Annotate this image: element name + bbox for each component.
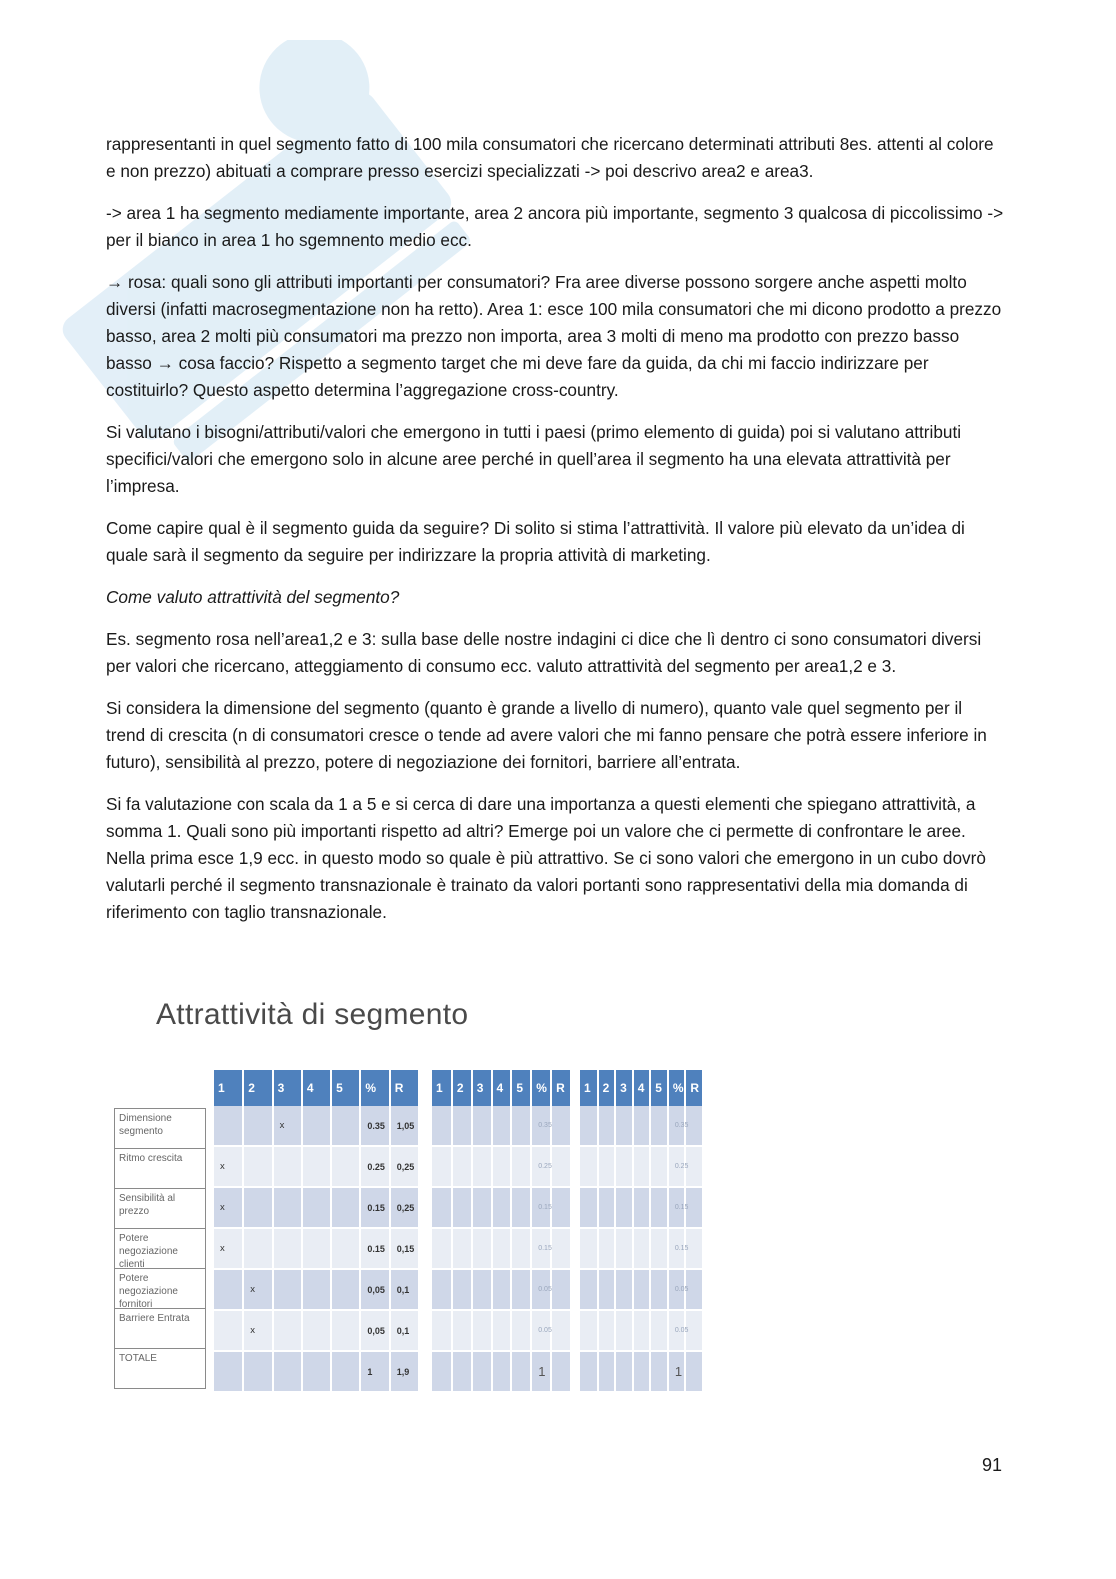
table-cell [302, 1187, 331, 1228]
table-cell [472, 1269, 492, 1310]
table-cell: 0,1 [390, 1269, 419, 1310]
table-cell [580, 1146, 598, 1187]
table-cell [580, 1269, 598, 1310]
table-cell: x [214, 1146, 243, 1187]
table-cell [492, 1310, 512, 1351]
table-cell: 0.35 [531, 1106, 551, 1146]
column-header: 3 [273, 1070, 302, 1106]
table-cell [615, 1106, 633, 1146]
table-cell [580, 1310, 598, 1351]
table-cell [492, 1351, 512, 1392]
table-row [580, 1269, 703, 1310]
table-cell [432, 1106, 452, 1146]
table-cell [633, 1310, 651, 1351]
table-cell [432, 1351, 452, 1392]
table-cell [633, 1269, 651, 1310]
table-cell [685, 1351, 703, 1392]
table-cell: 0.25 [531, 1146, 551, 1187]
attractiveness-figure [106, 990, 726, 1410]
table-cell [331, 1146, 360, 1187]
table-cell [302, 1106, 331, 1146]
paragraph: → rosa: quali sono gli attributi importanti per consumatori? Fra aree diverse possono sorgere anche aspetti molto diversi (infatti macrosegmentazione non ha retto). Area 1: esce 100 mila consumatori che mi dicono prodotto a prezzo basso, area 2 molti più consumatori ma prezzo non importa, area 3 molti di meno ma prodotto con prezzo basso basso → cosa faccio? Rispetto a segmento target che mi deve fare da guida, da chi mi faccio indirizzare per costituirlo? Questo aspetto determina l’aggregazione cross-country. [106, 272, 1002, 400]
column-header: % [531, 1070, 551, 1106]
table-cell [472, 1351, 492, 1392]
table-cell [214, 1351, 243, 1392]
table-cell: 1 [360, 1351, 389, 1392]
table-row [432, 1269, 571, 1310]
table-cell [633, 1351, 651, 1392]
table-cell: 0.15 [668, 1228, 686, 1269]
column-header: 2 [243, 1070, 272, 1106]
table-cell: 1,9 [390, 1351, 419, 1392]
table-cell [511, 1310, 531, 1351]
table-cell [551, 1269, 571, 1310]
table-cell: 0.05 [668, 1269, 686, 1310]
table-cell: 1,05 [390, 1106, 419, 1146]
table-cell [452, 1351, 472, 1392]
table-cell [243, 1106, 272, 1146]
table-cell [598, 1228, 616, 1269]
table-cell: 0.35 [668, 1106, 686, 1146]
area-3-table [580, 1070, 704, 1393]
row-label: Sensibilità al prezzo [115, 1189, 205, 1229]
table-cell [492, 1106, 512, 1146]
table-row [432, 1146, 571, 1187]
table-cell: 0.15 [360, 1187, 389, 1228]
table-cell [492, 1269, 512, 1310]
row-label: TOTALE [115, 1349, 205, 1389]
table-cell [598, 1106, 616, 1146]
table-row [214, 1310, 419, 1351]
table-cell [273, 1187, 302, 1228]
table-cell [615, 1228, 633, 1269]
table-cell [650, 1310, 668, 1351]
table-cell [452, 1146, 472, 1187]
table-cell [580, 1351, 598, 1392]
row-label: Potere negoziazione fornitori [115, 1269, 205, 1309]
table-cell [633, 1187, 651, 1228]
paragraph: Si fa valutazione con scala da 1 a 5 e si cerca di dare una importanza a questi elementi che spiegano attrattività, a somma 1. Quali sono più importanti rispetto ad altri? Emerge poi un valore che ci permette di confrontare le aree. Nella prima esce 1,9 ecc. in questo modo so quale è più attrattivo. Se ci sono valori che emergono in un cubo dovrò valutarli perché il segmento transnazionale è trainato da valori portanti sono rappresentativi della mia domanda di riferimento con taglio transnazionale. [106, 794, 986, 922]
table-cell: 0,05 [360, 1310, 389, 1351]
table-cell [650, 1351, 668, 1392]
table-cell [472, 1228, 492, 1269]
paragraph: Si valutano i bisogni/attributi/valori che emergono in tutti i paesi (primo elemento di guida) poi si valutano attributi specifici/valori che emergono solo in alcune aree perché in quell’area il segmento ha una elevata attrattività per l’impresa. [106, 422, 962, 496]
column-header: % [668, 1070, 686, 1106]
table-cell: 0,25 [390, 1146, 419, 1187]
table-cell [633, 1146, 651, 1187]
table-cell: x [214, 1228, 243, 1269]
column-header: 2 [598, 1070, 616, 1106]
table-cell [432, 1146, 452, 1187]
table-cell: x [214, 1187, 243, 1228]
column-header: R [685, 1070, 703, 1106]
row-label: Ritmo crescita [115, 1149, 205, 1189]
table-cell [331, 1351, 360, 1392]
table-cell [551, 1106, 571, 1146]
table-row [432, 1310, 571, 1351]
table-cell [511, 1106, 531, 1146]
table-cell: 0.35 [360, 1106, 389, 1146]
table-row [432, 1228, 571, 1269]
table-cell [511, 1351, 531, 1392]
table-cell [452, 1228, 472, 1269]
table-cell: 1 [531, 1351, 551, 1392]
table-row [580, 1187, 703, 1228]
table-cell [598, 1146, 616, 1187]
table-cell [615, 1351, 633, 1392]
table-row [580, 1351, 703, 1392]
table-cell [273, 1269, 302, 1310]
paragraph: Si considera la dimensione del segmento (quanto è grande a livello di numero), quanto vale quel segmento per il trend di crescita (n di consumatori cresce o tende ad avere valori che mi fanno pensare che potrà essere inferiore in futuro), sensibilità al prezzo, potere di negoziazione dei fornitori, barriere all’entrata. [106, 698, 987, 772]
table-cell [511, 1146, 531, 1187]
table-cell [243, 1146, 272, 1187]
table-cell: 0.05 [531, 1269, 551, 1310]
table-cell: 0.15 [531, 1228, 551, 1269]
table-cell [650, 1187, 668, 1228]
table-row [580, 1310, 703, 1351]
table-row [214, 1146, 419, 1187]
table-cell [492, 1146, 512, 1187]
table-cell [214, 1106, 243, 1146]
table-cell [580, 1228, 598, 1269]
table-cell [302, 1146, 331, 1187]
table-cell: 0,15 [390, 1228, 419, 1269]
table-cell: 1 [668, 1351, 686, 1392]
column-header: 3 [615, 1070, 633, 1106]
table-row [214, 1106, 419, 1146]
table-cell [633, 1106, 651, 1146]
table-cell [580, 1106, 598, 1146]
column-header: 4 [633, 1070, 651, 1106]
table-cell [432, 1269, 452, 1310]
table-cell [243, 1228, 272, 1269]
table-cell: 0.15 [360, 1228, 389, 1269]
table-cell [452, 1310, 472, 1351]
table-cell [615, 1269, 633, 1310]
table-cell [214, 1269, 243, 1310]
column-header: 4 [302, 1070, 331, 1106]
paragraph: Come capire qual è il segmento guida da seguire? Di solito si stima l’attrattività. Il valore più elevato da un’idea di quale sarà il segmento da seguire per indirizzare la propria attività di marketing. [106, 518, 965, 565]
table-cell [551, 1146, 571, 1187]
table-cell [302, 1228, 331, 1269]
table-cell [511, 1269, 531, 1310]
column-header: % [360, 1070, 389, 1106]
table-row [580, 1228, 703, 1269]
row-label: Dimensione segmento [115, 1109, 205, 1149]
table-cell: 0.25 [668, 1146, 686, 1187]
table-cell [302, 1310, 331, 1351]
table-cell [472, 1310, 492, 1351]
table-cell [511, 1187, 531, 1228]
table-cell [472, 1187, 492, 1228]
table-cell: x [243, 1310, 272, 1351]
column-header: 3 [472, 1070, 492, 1106]
table-cell [551, 1228, 571, 1269]
table-row [432, 1187, 571, 1228]
table-cell [615, 1310, 633, 1351]
table-cell [273, 1351, 302, 1392]
table-cell [492, 1228, 512, 1269]
figure-title: Attrattività di segmento [156, 998, 469, 1031]
column-header: 5 [331, 1070, 360, 1106]
column-header: 1 [214, 1070, 243, 1106]
paragraph: rappresentanti in quel segmento fatto di 100 mila consumatori che ricercano determinati attributi 8es. attenti al colore e non prezzo) abituati a comprare presso esercizi specializzati -> poi descrivo area2 e area3. [106, 134, 994, 181]
paragraph: -> area 1 ha segmento mediamente importante, area 2 ancora più importante, segmento 3 qualcosa di piccolissimo -> per il bianco in area 1 ho sgemnento medio ecc. [106, 203, 1004, 250]
table-cell [331, 1106, 360, 1146]
table-cell [472, 1146, 492, 1187]
table-cell [243, 1351, 272, 1392]
table-cell [598, 1310, 616, 1351]
table-cell [598, 1351, 616, 1392]
table-cell [650, 1228, 668, 1269]
table-cell: 0,1 [390, 1310, 419, 1351]
table-cell [650, 1146, 668, 1187]
table-cell: x [273, 1106, 302, 1146]
table-row [214, 1269, 419, 1310]
table-cell [650, 1106, 668, 1146]
table-cell [331, 1187, 360, 1228]
table-cell: 0.05 [531, 1310, 551, 1351]
column-header: 1 [432, 1070, 452, 1106]
table-cell [432, 1228, 452, 1269]
table-cell [452, 1106, 472, 1146]
column-header: 5 [650, 1070, 668, 1106]
table-cell [273, 1146, 302, 1187]
table-cell: 0,05 [360, 1269, 389, 1310]
table-cell [432, 1187, 452, 1228]
table-cell [331, 1269, 360, 1310]
table-cell [615, 1187, 633, 1228]
table-cell [452, 1269, 472, 1310]
table-cell [615, 1146, 633, 1187]
area-1-table [214, 1070, 420, 1393]
column-header: 4 [492, 1070, 512, 1106]
table-cell: 0.15 [531, 1187, 551, 1228]
table-cell [551, 1310, 571, 1351]
table-cell: x [243, 1269, 272, 1310]
area-2-table [432, 1070, 572, 1393]
table-row [214, 1228, 419, 1269]
table-row [432, 1106, 571, 1146]
table-cell [331, 1310, 360, 1351]
table-cell [273, 1310, 302, 1351]
table-cell [243, 1187, 272, 1228]
table-cell [302, 1269, 331, 1310]
row-label: Barriere Entrata [115, 1309, 205, 1349]
table-cell [214, 1310, 243, 1351]
page-number: 91 [982, 1455, 1003, 1475]
table-cell: 0.15 [668, 1187, 686, 1228]
table-row [580, 1106, 703, 1146]
table-cell: 0.05 [668, 1310, 686, 1351]
table-cell [633, 1228, 651, 1269]
table-cell [580, 1187, 598, 1228]
table-cell: 0.25 [360, 1146, 389, 1187]
table-row [432, 1351, 571, 1392]
table-row [214, 1351, 419, 1392]
table-cell [650, 1269, 668, 1310]
table-cell [598, 1269, 616, 1310]
body-text [106, 131, 1006, 941]
column-header: 2 [452, 1070, 472, 1106]
table-cell [331, 1228, 360, 1269]
table-cell [302, 1351, 331, 1392]
table-cell [511, 1228, 531, 1269]
table-row [580, 1146, 703, 1187]
table-cell [551, 1351, 571, 1392]
table-cell [551, 1187, 571, 1228]
row-label: Potere negoziazione clienti [115, 1229, 205, 1269]
column-header: R [390, 1070, 419, 1106]
column-header: 5 [511, 1070, 531, 1106]
table-cell [598, 1187, 616, 1228]
table-cell: 0,25 [390, 1187, 419, 1228]
row-label-column [114, 1108, 206, 1389]
paragraph: Es. segmento rosa nell’area1,2 e 3: sulla base delle nostre indagini ci dice che lì dentro ci sono consumatori diversi per valori che ricercano, atteggiamento di consumo ecc. valuto attrattività del segmento per area1,2 e 3. [106, 629, 982, 676]
table-cell [492, 1187, 512, 1228]
column-header: 1 [580, 1070, 598, 1106]
section-heading: Come valuto attrattività del segmento? [106, 587, 400, 607]
table-cell [273, 1228, 302, 1269]
table-cell [472, 1106, 492, 1146]
table-cell [432, 1310, 452, 1351]
table-row [214, 1187, 419, 1228]
table-cell [452, 1187, 472, 1228]
column-header: R [551, 1070, 571, 1106]
